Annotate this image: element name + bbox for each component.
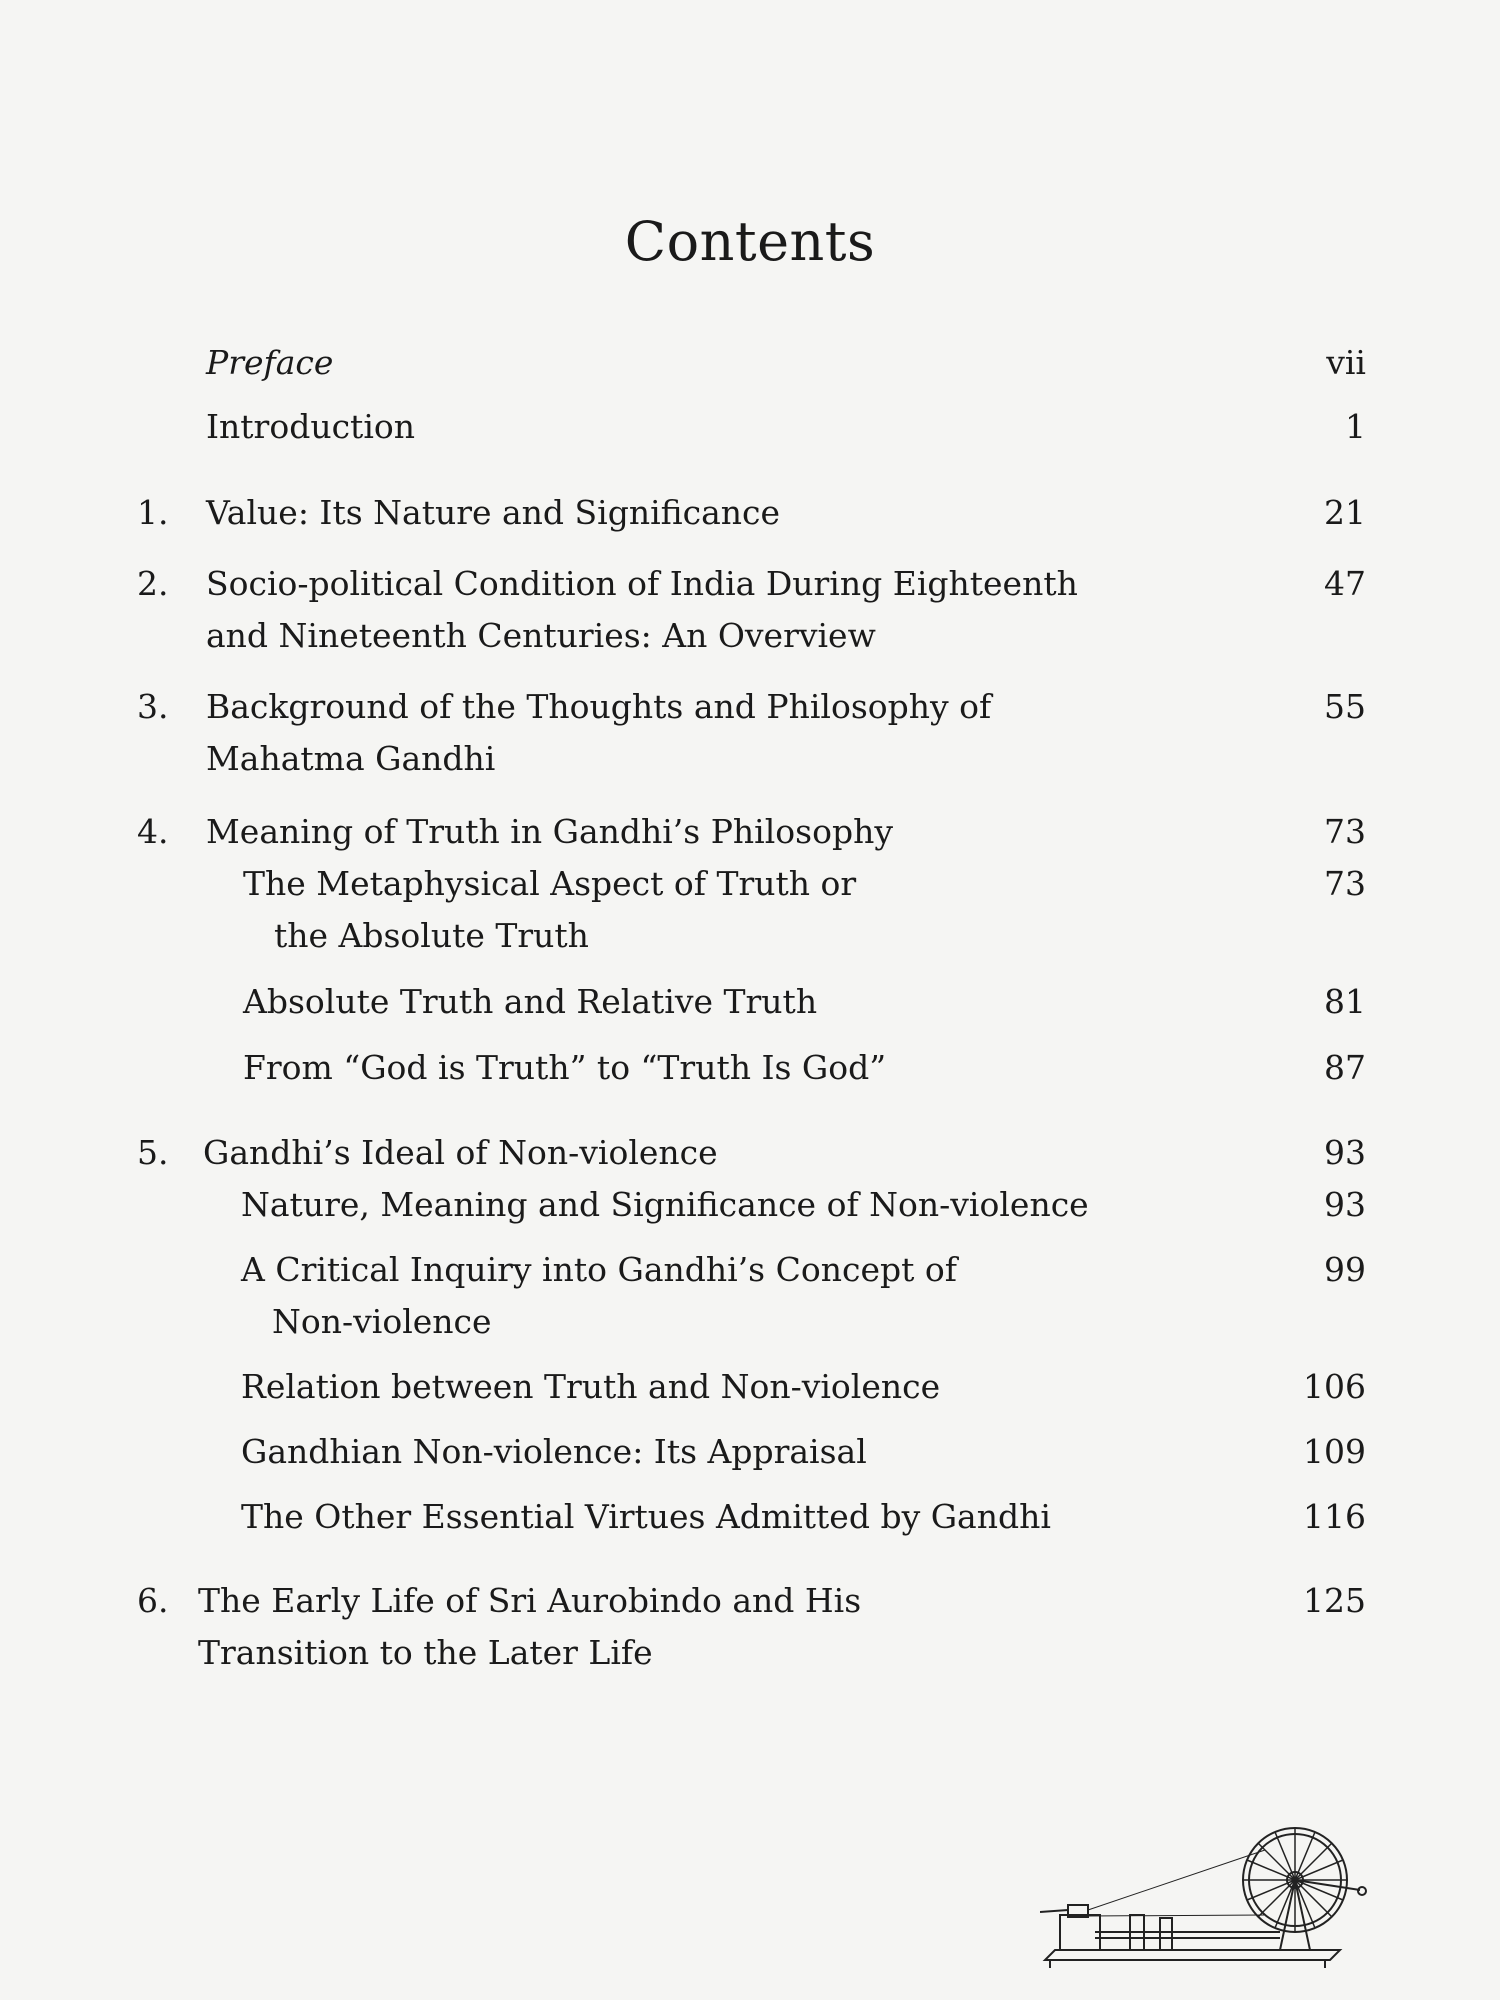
toc-chapter-1 — [0, 487, 1500, 539]
toc-entry-page: vii — [1326, 343, 1366, 382]
toc-section — [0, 858, 1500, 962]
chapter-number: 5. — [137, 1133, 169, 1172]
toc-entry-label: Preface — [206, 343, 334, 382]
section-title-line: The Other Essential Virtues Admitted by Gandhi — [241, 1497, 1051, 1536]
section-title-line: From “God is Truth” to “Truth Is God” — [243, 1048, 887, 1087]
section-page: 109 — [1303, 1432, 1366, 1471]
toc-section — [0, 1042, 1500, 1094]
section-page: 87 — [1324, 1048, 1366, 1087]
chapter-page: 55 — [1324, 687, 1366, 726]
chapter-page: 47 — [1324, 564, 1366, 603]
chapter-title-line: Mahatma Gandhi — [206, 739, 496, 778]
toc-chapter-6 — [0, 1575, 1500, 1679]
toc-entry-page: 1 — [1345, 407, 1366, 446]
section-title-line: Absolute Truth and Relative Truth — [243, 982, 818, 1021]
section-title-line: A Critical Inquiry into Gandhi’s Concept of — [241, 1250, 957, 1289]
chapter-title-line: Value: Its Nature and Significance — [206, 493, 781, 532]
toc-chapter-5 — [0, 1127, 1500, 1179]
page-title: Contents — [624, 210, 876, 273]
toc-section — [0, 1179, 1500, 1231]
toc-entry-introduction — [0, 401, 1500, 453]
section-page: 99 — [1324, 1250, 1366, 1289]
toc-section — [0, 976, 1500, 1028]
section-title-line: Nature, Meaning and Significance of Non-violence — [241, 1185, 1089, 1224]
chapter-title-line: Transition to the Later Life — [198, 1633, 653, 1672]
chapter-page: 73 — [1324, 812, 1366, 851]
section-title-line: The Metaphysical Aspect of Truth or — [243, 864, 857, 903]
section-title-line: the Absolute Truth — [274, 916, 589, 955]
toc-section — [0, 1244, 1500, 1348]
toc-section — [0, 1426, 1500, 1478]
chapter-title-line: Gandhi’s Ideal of Non-violence — [203, 1133, 718, 1172]
chapter-number: 2. — [137, 564, 169, 603]
section-page: 116 — [1303, 1497, 1366, 1536]
toc-entry-label: Introduction — [206, 407, 415, 446]
chapter-page: 125 — [1303, 1581, 1366, 1620]
section-page: 73 — [1324, 864, 1366, 903]
section-title-line: Gandhian Non-violence: Its Appraisal — [241, 1432, 867, 1471]
toc-chapter-3 — [0, 681, 1500, 785]
chapter-number: 3. — [137, 687, 169, 726]
chapter-page: 21 — [1324, 493, 1366, 532]
chapter-title-line: Socio-political Condition of India During Eighteenth — [206, 564, 1078, 603]
toc-entry-preface — [0, 337, 1500, 389]
chapter-title-line: Meaning of Truth in Gandhi’s Philosophy — [206, 812, 893, 851]
toc-section — [0, 1491, 1500, 1543]
chapter-title-line: Background of the Thoughts and Philosophy of — [206, 687, 992, 726]
toc-section — [0, 1361, 1500, 1413]
chapter-number: 1. — [137, 493, 169, 532]
spinning-wheel-icon — [1040, 1820, 1380, 1970]
toc-chapter-2 — [0, 558, 1500, 662]
section-page: 81 — [1324, 982, 1366, 1021]
section-title-line: Relation between Truth and Non-violence — [241, 1367, 941, 1406]
chapter-number: 4. — [137, 812, 169, 851]
section-page: 93 — [1324, 1185, 1366, 1224]
section-page: 106 — [1303, 1367, 1366, 1406]
section-title-line: Non-violence — [272, 1302, 492, 1341]
toc-chapter-4 — [0, 806, 1500, 858]
chapter-number: 6. — [137, 1581, 169, 1620]
chapter-title-line: The Early Life of Sri Aurobindo and His — [198, 1581, 862, 1620]
chapter-title-line: and Nineteenth Centuries: An Overview — [206, 616, 876, 655]
chapter-page: 93 — [1324, 1133, 1366, 1172]
